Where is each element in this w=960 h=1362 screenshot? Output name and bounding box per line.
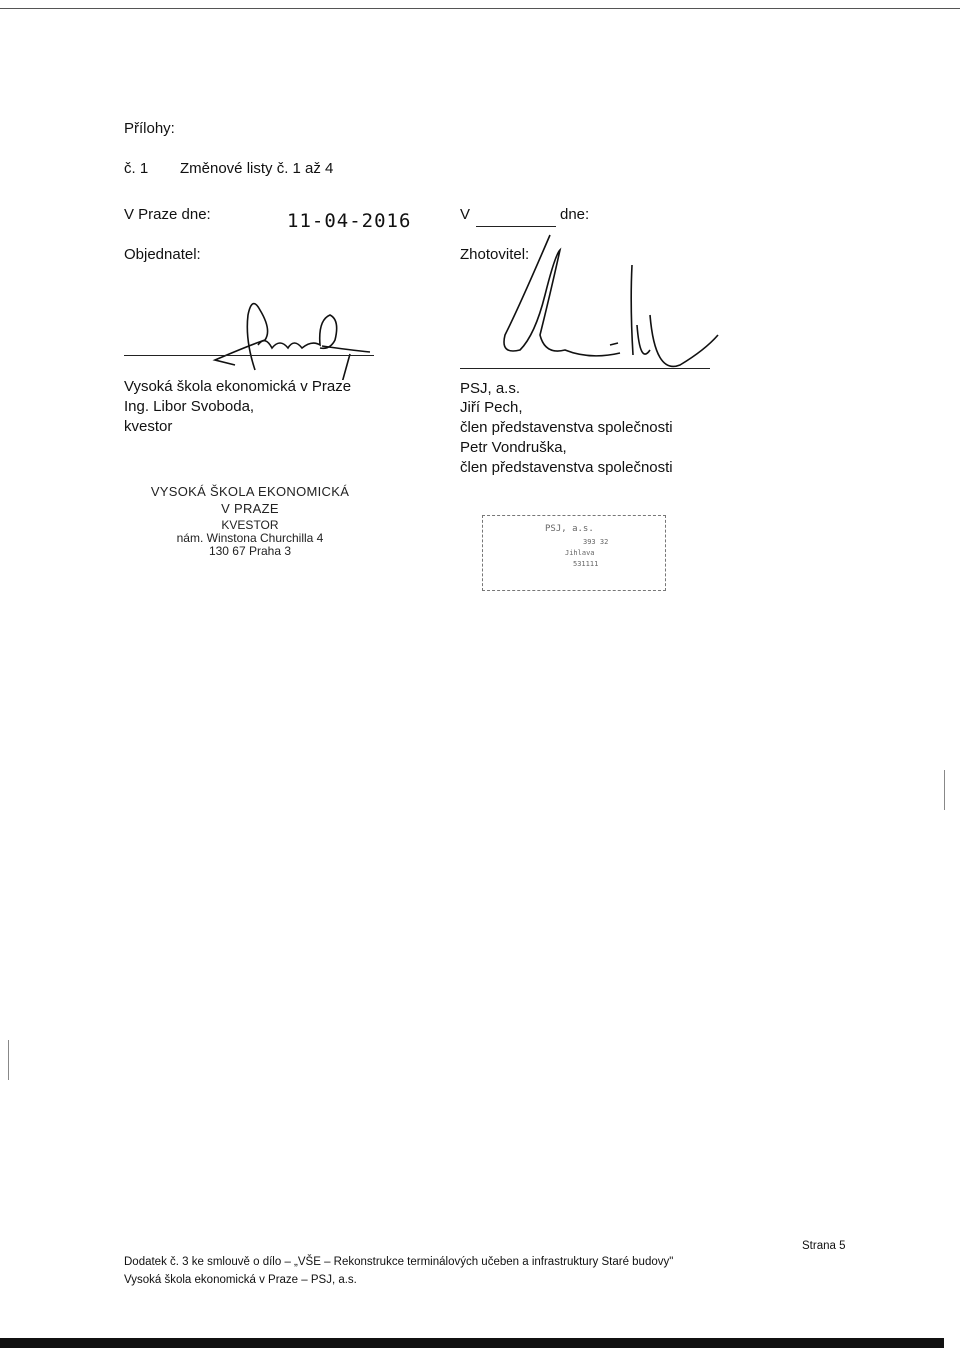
attachment-item-number: č. 1	[124, 160, 149, 177]
right-name-line-4: Petr Vondruška,	[460, 439, 567, 456]
right-date-label: dne:	[560, 206, 590, 223]
right-place-label: V	[460, 206, 471, 223]
right-name-line-5: člen představenstva společnosti	[460, 459, 673, 476]
vse-stamp	[120, 484, 380, 558]
right-name-line-1: PSJ, a.s.	[460, 380, 521, 397]
psj-stamp-line-3: Jihlava	[565, 549, 595, 557]
left-signature-line	[124, 355, 374, 356]
left-party-label: Objednatel:	[124, 246, 201, 263]
right-name-line-3: člen představenstva společnosti	[460, 419, 673, 436]
right-signature-line	[460, 368, 710, 369]
vse-stamp-line-2: V PRAZE	[221, 501, 279, 516]
scan-bottom-border	[0, 1338, 944, 1348]
vse-stamp-line-3: KVESTOR	[221, 518, 279, 532]
vse-stamp-line-4: nám. Winstona Churchilla 4	[176, 531, 324, 545]
scan-top-border	[0, 8, 960, 9]
psj-stamp-line-2: 393 32	[583, 538, 609, 546]
handwritten-date: 11-04-2016	[287, 210, 412, 232]
right-signature	[480, 225, 720, 375]
right-party-label: Zhotovitel:	[460, 246, 530, 263]
attachment-item-text: Změnové listy č. 1 až 4	[180, 160, 334, 177]
left-signature	[190, 290, 390, 380]
vse-stamp-line-1: VYSOKÁ ŠKOLA EKONOMICKÁ	[150, 484, 350, 499]
psj-stamp-line-4: 531111	[573, 560, 599, 568]
scan-artifact	[8, 1040, 9, 1080]
psj-stamp	[482, 515, 666, 591]
attachments-heading: Přílohy:	[124, 120, 175, 137]
footer-line-2: Vysoká škola ekonomická v Praze – PSJ, a.s.	[124, 1274, 357, 1286]
left-name-line-2: Ing. Libor Svoboda,	[124, 398, 255, 415]
psj-stamp-line-1: PSJ, a.s.	[545, 524, 594, 534]
footer-line-1: Dodatek č. 3 ke smlouvě o dílo – „VŠE – Rekonstrukce terminálových učeben a infrastruktury Staré budovy"	[124, 1256, 674, 1268]
left-place-date-label: V Praze dne:	[124, 206, 211, 223]
scan-artifact	[944, 770, 945, 810]
right-name-line-2: Jiří Pech,	[460, 399, 523, 416]
vse-stamp-line-5: 130 67 Praha 3	[208, 544, 292, 558]
page-number: Strana 5	[802, 1240, 846, 1252]
left-name-line-3: kvestor	[124, 418, 173, 435]
left-name-line-1: Vysoká škola ekonomická v Praze	[124, 378, 352, 395]
